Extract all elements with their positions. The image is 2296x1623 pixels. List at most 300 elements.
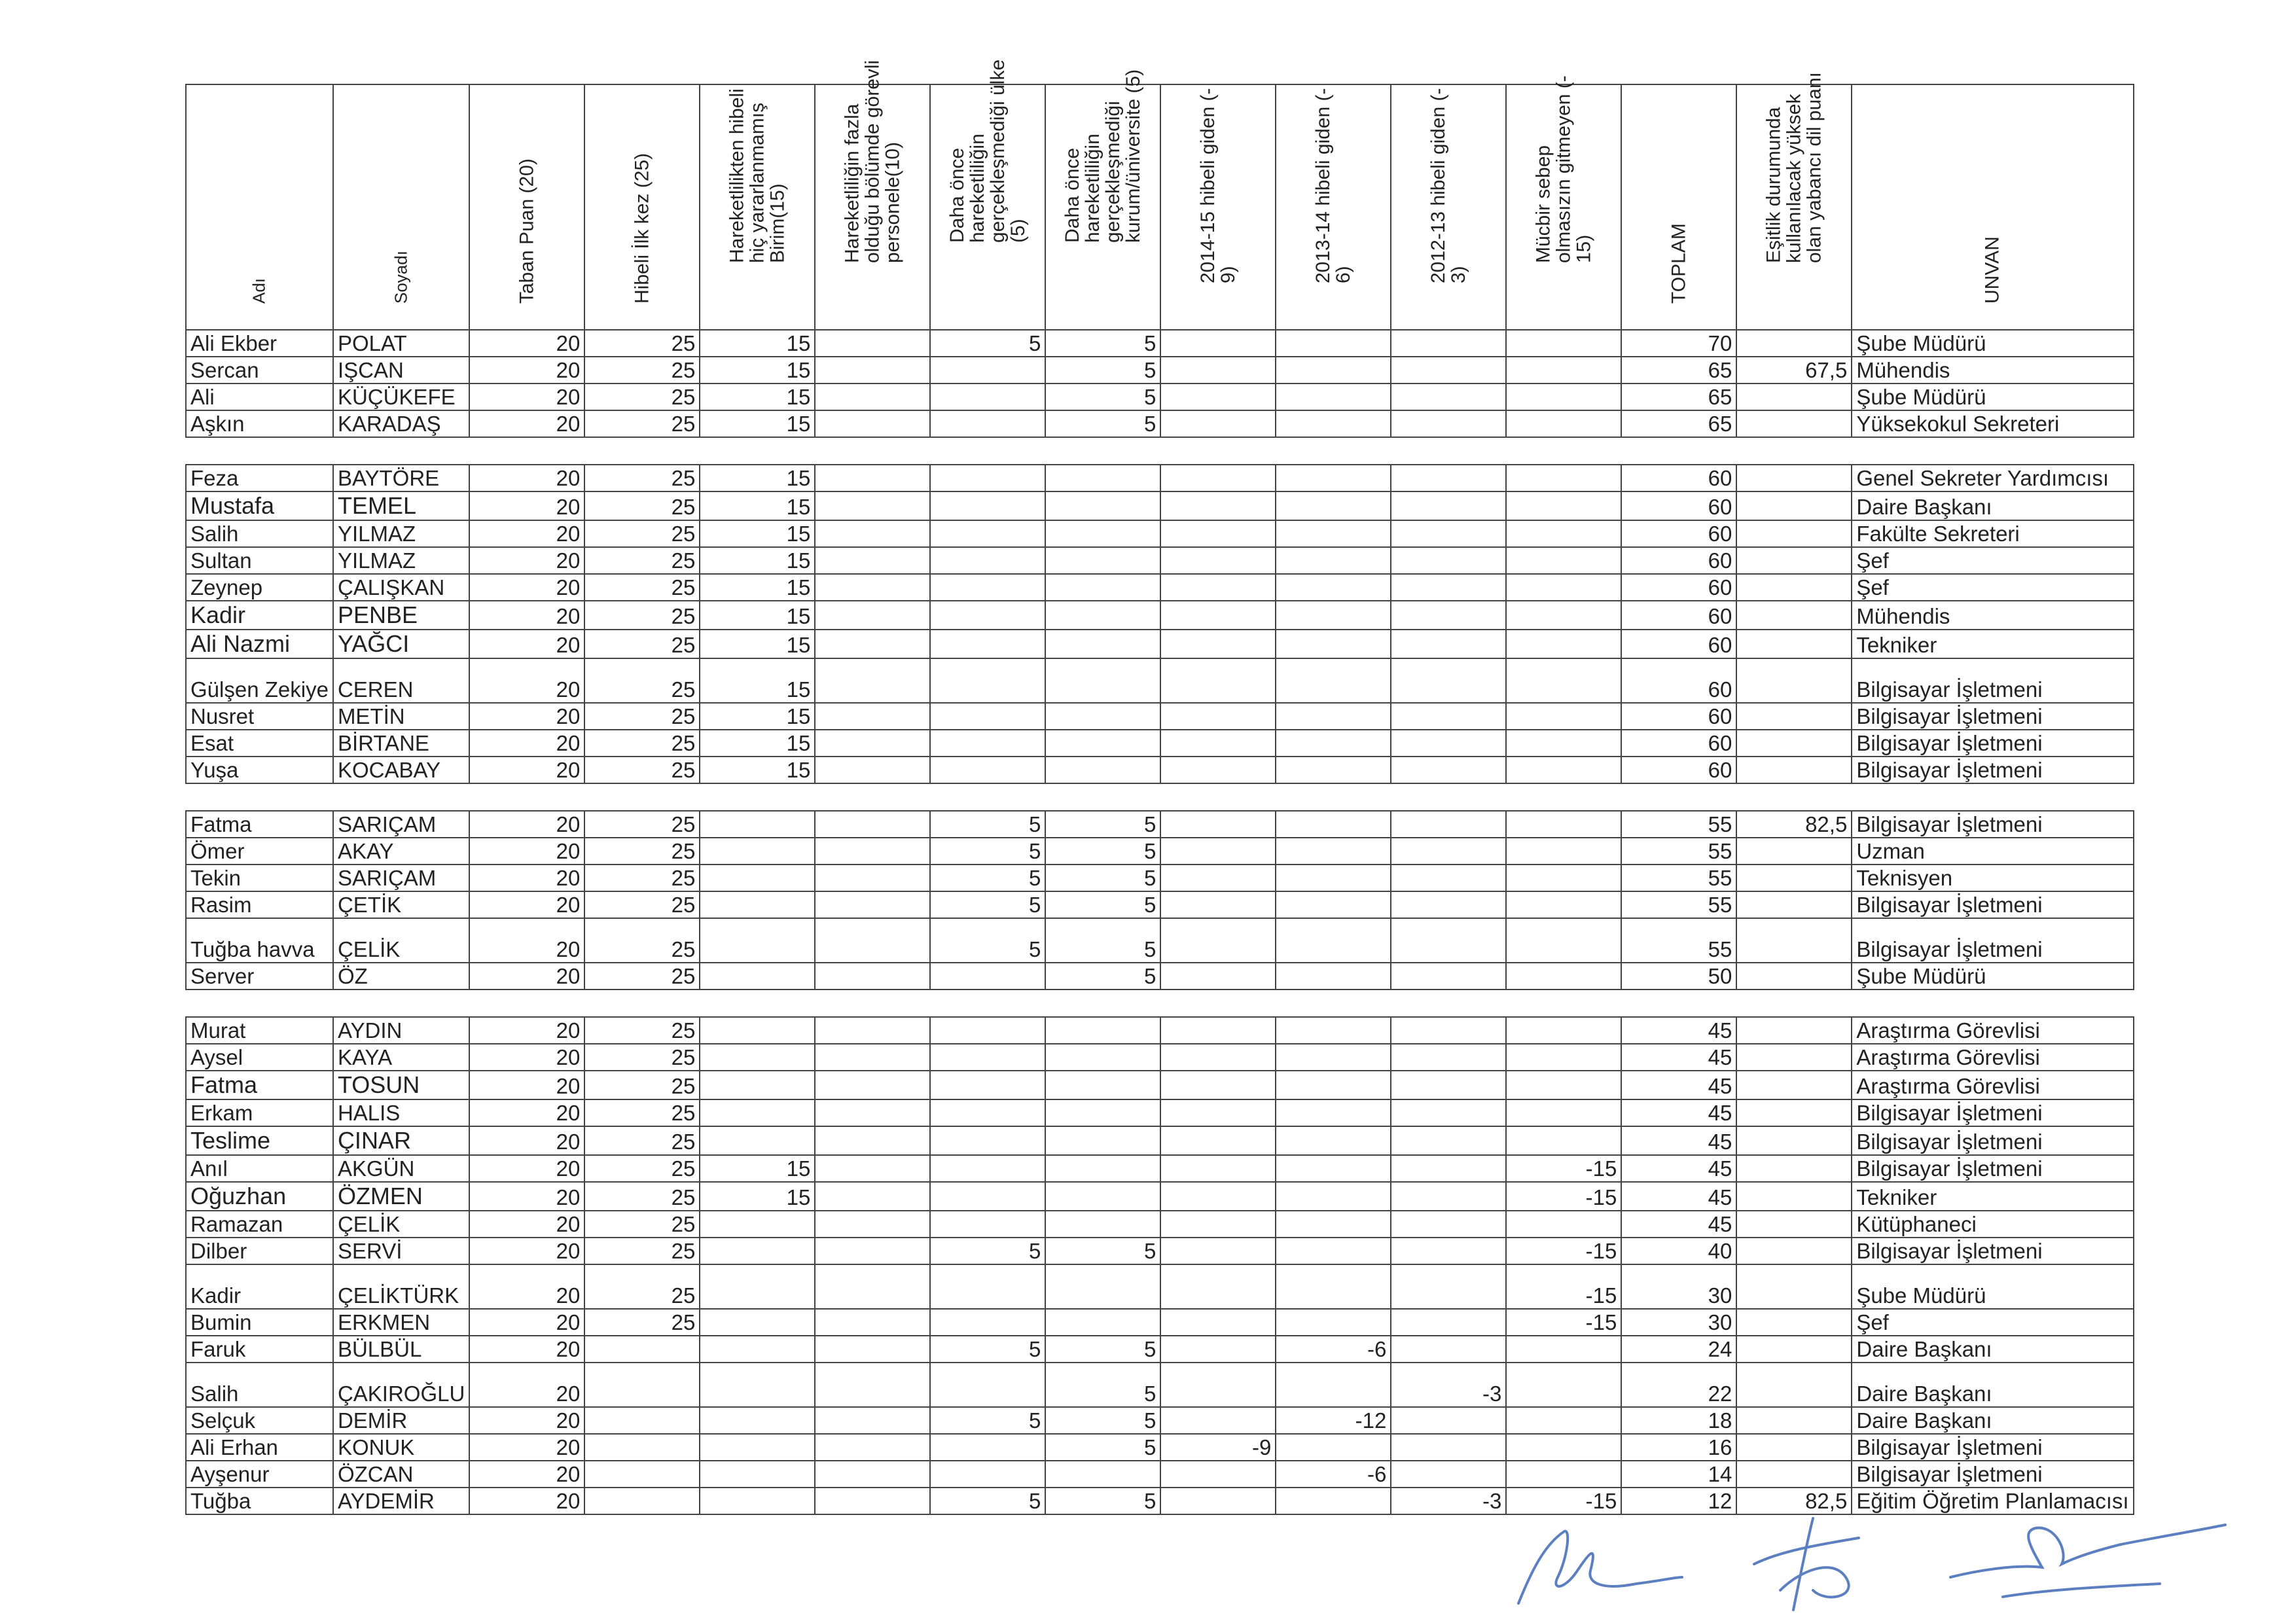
header-label: Taban Puan (20) — [516, 158, 538, 304]
header-toplam — [1621, 84, 1736, 330]
cell-ad: Fatma — [186, 1071, 333, 1099]
cell-unvan: Yüksekokul Sekreteri — [1852, 410, 2133, 437]
cell-ilk — [584, 1407, 700, 1434]
cell-ulke — [930, 465, 1045, 491]
header-ulke — [930, 59, 1045, 330]
cell-ad: Server — [186, 963, 333, 990]
cell-taban: 20 — [469, 1488, 584, 1514]
header-label: Adı — [249, 277, 269, 304]
cell-soyad: AYDEMİR — [333, 1488, 469, 1514]
cell-taban: 20 — [469, 1461, 584, 1488]
table-row — [186, 1211, 2134, 1238]
cell-toplam: 60 — [1621, 547, 1736, 574]
cell-y1415 — [1160, 1336, 1276, 1363]
cell-kurum — [1045, 547, 1160, 574]
cell-kurum — [1045, 1099, 1160, 1126]
cell-unvan: Bilgisayar İşletmeni — [1852, 658, 2133, 703]
table-row — [186, 357, 2134, 383]
cell-kurum: 5 — [1045, 383, 1160, 410]
cell-fazla — [815, 1044, 930, 1071]
cell-ulke — [930, 1264, 1045, 1309]
cell-ad: Mustafa — [186, 491, 333, 520]
cell-y1213 — [1391, 491, 1506, 520]
cell-soyad: ÖZ — [333, 963, 469, 990]
cell-ilk — [584, 1488, 700, 1514]
cell-taban: 20 — [469, 1264, 584, 1309]
cell-dil — [1736, 757, 1852, 783]
cell-y1415 — [1160, 1099, 1276, 1126]
cell-y1415 — [1160, 891, 1276, 918]
cell-ilk: 25 — [584, 410, 700, 437]
cell-taban: 20 — [469, 811, 584, 838]
cell-kurum — [1045, 520, 1160, 547]
cell-mucbir: -15 — [1506, 1309, 1621, 1336]
cell-toplam: 22 — [1621, 1363, 1736, 1407]
cell-taban: 20 — [469, 465, 584, 491]
cell-toplam: 60 — [1621, 730, 1736, 757]
cell-ulke: 5 — [930, 1488, 1045, 1514]
cell-unvan: Bilgisayar İşletmeni — [1852, 757, 2133, 783]
cell-y1314 — [1276, 383, 1391, 410]
cell-kurum: 5 — [1045, 838, 1160, 865]
cell-y1213 — [1391, 330, 1506, 357]
header-label: UNVAN — [1981, 236, 2003, 304]
cell-ulke — [930, 757, 1045, 783]
table-row — [186, 865, 2134, 891]
cell-dil — [1736, 730, 1852, 757]
cell-fazla — [815, 730, 930, 757]
cell-taban: 20 — [469, 383, 584, 410]
cell-kurum — [1045, 658, 1160, 703]
cell-y1314: -6 — [1276, 1461, 1391, 1488]
table-row — [186, 838, 2134, 865]
cell-ilk — [584, 1434, 700, 1461]
cell-unvan: Şube Müdürü — [1852, 1264, 2133, 1309]
cell-ulke: 5 — [930, 838, 1045, 865]
cell-birim — [700, 1434, 815, 1461]
cell-birim — [700, 1488, 815, 1514]
cell-toplam: 12 — [1621, 1488, 1736, 1514]
table-row — [186, 1238, 2134, 1264]
cell-taban: 20 — [469, 1182, 584, 1211]
cell-ulke — [930, 1182, 1045, 1211]
table-row — [186, 891, 2134, 918]
cell-y1213 — [1391, 838, 1506, 865]
cell-soyad: SERVİ — [333, 1238, 469, 1264]
cell-mucbir — [1506, 574, 1621, 601]
cell-dil — [1736, 630, 1852, 658]
cell-y1314 — [1276, 601, 1391, 630]
cell-dil — [1736, 1336, 1852, 1363]
cell-mucbir — [1506, 1434, 1621, 1461]
table-row — [186, 811, 2134, 838]
cell-y1314 — [1276, 357, 1391, 383]
cell-y1314 — [1276, 520, 1391, 547]
cell-ilk: 25 — [584, 520, 700, 547]
table-row — [186, 630, 2134, 658]
cell-birim: 15 — [700, 730, 815, 757]
cell-kurum — [1045, 601, 1160, 630]
cell-y1415 — [1160, 865, 1276, 891]
cell-mucbir: -15 — [1506, 1264, 1621, 1309]
cell-fazla — [815, 963, 930, 990]
cell-ad: Ali — [186, 383, 333, 410]
cell-y1314 — [1276, 865, 1391, 891]
cell-dil — [1736, 547, 1852, 574]
cell-fazla — [815, 658, 930, 703]
cell-dil — [1736, 963, 1852, 990]
cell-unvan: Daire Başkanı — [1852, 1336, 2133, 1363]
cell-taban: 20 — [469, 491, 584, 520]
cell-y1314 — [1276, 630, 1391, 658]
cell-y1314 — [1276, 574, 1391, 601]
header-hibeli-2014-15 — [1160, 84, 1276, 330]
cell-y1415 — [1160, 1309, 1276, 1336]
cell-fazla — [815, 1099, 930, 1126]
cell-kurum: 5 — [1045, 918, 1160, 963]
cell-unvan: Bilgisayar İşletmeni — [1852, 1155, 2133, 1182]
cell-ulke — [930, 630, 1045, 658]
cell-mucbir — [1506, 547, 1621, 574]
table-row — [186, 1336, 2134, 1363]
cell-soyad: ÇAKIROĞLU — [333, 1363, 469, 1407]
cell-y1213 — [1391, 865, 1506, 891]
cell-dil — [1736, 891, 1852, 918]
cell-ulke — [930, 1071, 1045, 1099]
cell-mucbir: -15 — [1506, 1155, 1621, 1182]
cell-y1415 — [1160, 757, 1276, 783]
cell-fazla — [815, 1155, 930, 1182]
cell-ad: Bumin — [186, 1309, 333, 1336]
cell-soyad: KONUK — [333, 1434, 469, 1461]
cell-birim: 15 — [700, 357, 815, 383]
cell-toplam: 45 — [1621, 1071, 1736, 1099]
cell-y1314 — [1276, 547, 1391, 574]
cell-y1213 — [1391, 1071, 1506, 1099]
cell-ad: Zeynep — [186, 574, 333, 601]
cell-ad: Ali Ekber — [186, 330, 333, 357]
cell-taban: 20 — [469, 703, 584, 730]
signature-3 — [1950, 1525, 2225, 1597]
cell-fazla — [815, 357, 930, 383]
cell-birim — [700, 1336, 815, 1363]
cell-ilk: 25 — [584, 1182, 700, 1211]
cell-y1213 — [1391, 357, 1506, 383]
cell-dil — [1736, 1407, 1852, 1434]
cell-toplam: 60 — [1621, 658, 1736, 703]
cell-y1314 — [1276, 703, 1391, 730]
cell-taban: 20 — [469, 1238, 584, 1264]
cell-birim — [700, 918, 815, 963]
cell-y1213 — [1391, 465, 1506, 491]
cell-ad: Ömer — [186, 838, 333, 865]
cell-unvan: Daire Başkanı — [1852, 491, 2133, 520]
cell-fazla — [815, 918, 930, 963]
cell-mucbir — [1506, 811, 1621, 838]
cell-fazla — [815, 891, 930, 918]
cell-soyad: ÇETİK — [333, 891, 469, 918]
cell-dil — [1736, 1155, 1852, 1182]
cell-taban: 20 — [469, 601, 584, 630]
cell-ad: Tuğba havva — [186, 918, 333, 963]
cell-ad: Teslime — [186, 1126, 333, 1155]
table-row — [186, 1155, 2134, 1182]
cell-taban: 20 — [469, 658, 584, 703]
cell-mucbir — [1506, 1099, 1621, 1126]
cell-soyad: KOCABAY — [333, 757, 469, 783]
cell-mucbir — [1506, 491, 1621, 520]
cell-y1213 — [1391, 730, 1506, 757]
cell-toplam: 45 — [1621, 1211, 1736, 1238]
cell-soyad: ÖZMEN — [333, 1182, 469, 1211]
cell-ulke — [930, 1434, 1045, 1461]
cell-ulke — [930, 963, 1045, 990]
header-label: Daha önce hareketliliğin gerçekleşmediği ülke (5) — [946, 59, 1030, 243]
cell-taban: 20 — [469, 838, 584, 865]
cell-unvan: Araştırma Görevlisi — [1852, 1071, 2133, 1099]
cell-kurum — [1045, 703, 1160, 730]
cell-mucbir — [1506, 357, 1621, 383]
cell-birim — [700, 1309, 815, 1336]
cell-y1314 — [1276, 730, 1391, 757]
cell-birim: 15 — [700, 1182, 815, 1211]
cell-ulke — [930, 730, 1045, 757]
cell-soyad: PENBE — [333, 601, 469, 630]
cell-y1314 — [1276, 963, 1391, 990]
cell-dil — [1736, 410, 1852, 437]
cell-mucbir: -15 — [1506, 1488, 1621, 1514]
cell-toplam: 60 — [1621, 601, 1736, 630]
cell-unvan: Bilgisayar İşletmeni — [1852, 1461, 2133, 1488]
cell-ulke: 5 — [930, 811, 1045, 838]
cell-soyad: ÖZCAN — [333, 1461, 469, 1488]
cell-toplam: 60 — [1621, 465, 1736, 491]
cell-toplam: 60 — [1621, 703, 1736, 730]
cell-ilk: 25 — [584, 918, 700, 963]
cell-soyad: SARIÇAM — [333, 811, 469, 838]
table-row — [186, 658, 2134, 703]
table-row — [186, 410, 2134, 437]
cell-toplam: 45 — [1621, 1017, 1736, 1044]
cell-ilk: 25 — [584, 811, 700, 838]
cell-y1213 — [1391, 1182, 1506, 1211]
cell-y1415 — [1160, 1461, 1276, 1488]
cell-unvan: Bilgisayar İşletmeni — [1852, 703, 2133, 730]
cell-toplam: 55 — [1621, 838, 1736, 865]
cell-kurum: 5 — [1045, 410, 1160, 437]
cell-soyad: HALIS — [333, 1099, 469, 1126]
cell-y1415 — [1160, 658, 1276, 703]
cell-y1314 — [1276, 838, 1391, 865]
cell-y1213 — [1391, 1461, 1506, 1488]
cell-birim — [700, 1044, 815, 1071]
cell-mucbir — [1506, 1336, 1621, 1363]
cell-unvan: Tekniker — [1852, 1182, 2133, 1211]
cell-kurum: 5 — [1045, 1434, 1160, 1461]
cell-taban: 20 — [469, 410, 584, 437]
cell-fazla — [815, 601, 930, 630]
cell-y1213 — [1391, 811, 1506, 838]
header-label: 2013-14 hibeli giden (- 6) — [1312, 88, 1355, 283]
cell-dil — [1736, 703, 1852, 730]
cell-y1415 — [1160, 1238, 1276, 1264]
cell-ilk: 25 — [584, 1099, 700, 1126]
cell-ad: Oğuzhan — [186, 1182, 333, 1211]
cell-ilk: 25 — [584, 1044, 700, 1071]
cell-unvan: Şef — [1852, 1309, 2133, 1336]
table-row — [186, 918, 2134, 963]
cell-ilk: 25 — [584, 601, 700, 630]
table-row — [186, 703, 2134, 730]
cell-dil: 82,5 — [1736, 1488, 1852, 1514]
cell-ad: Rasim — [186, 891, 333, 918]
cell-ad: Dilber — [186, 1238, 333, 1264]
cell-y1314 — [1276, 491, 1391, 520]
cell-ilk: 25 — [584, 1126, 700, 1155]
cell-birim — [700, 1211, 815, 1238]
cell-fazla — [815, 520, 930, 547]
cell-mucbir — [1506, 963, 1621, 990]
cell-y1415 — [1160, 1264, 1276, 1309]
table-row — [186, 1461, 2134, 1488]
cell-ulke — [930, 1363, 1045, 1407]
cell-kurum — [1045, 574, 1160, 601]
cell-unvan: Bilgisayar İşletmeni — [1852, 918, 2133, 963]
cell-soyad: YILMAZ — [333, 547, 469, 574]
cell-unvan: Bilgisayar İşletmeni — [1852, 1238, 2133, 1264]
cell-toplam: 55 — [1621, 891, 1736, 918]
cell-fazla — [815, 1434, 930, 1461]
cell-kurum: 5 — [1045, 963, 1160, 990]
cell-ad: Aşkın — [186, 410, 333, 437]
score-sheet — [185, 59, 2134, 1515]
cell-mucbir — [1506, 838, 1621, 865]
cell-y1314 — [1276, 918, 1391, 963]
cell-ad: Yuşa — [186, 757, 333, 783]
table-row — [186, 1182, 2134, 1211]
cell-toplam: 30 — [1621, 1264, 1736, 1309]
cell-y1415 — [1160, 1155, 1276, 1182]
cell-unvan: Mühendis — [1852, 357, 2133, 383]
cell-unvan: Araştırma Görevlisi — [1852, 1017, 2133, 1044]
cell-unvan: Bilgisayar İşletmeni — [1852, 730, 2133, 757]
cell-ulke — [930, 574, 1045, 601]
header-hibeli-2013-14 — [1276, 84, 1391, 330]
cell-soyad: METİN — [333, 703, 469, 730]
cell-y1415 — [1160, 383, 1276, 410]
table-row — [186, 601, 2134, 630]
table-row — [186, 757, 2134, 783]
cell-mucbir: -15 — [1506, 1238, 1621, 1264]
cell-ilk: 25 — [584, 730, 700, 757]
cell-unvan: Şube Müdürü — [1852, 330, 2133, 357]
cell-soyad: KAYA — [333, 1044, 469, 1071]
table-row — [186, 1044, 2134, 1071]
cell-ilk: 25 — [584, 963, 700, 990]
cell-y1415 — [1160, 574, 1276, 601]
cell-y1314 — [1276, 658, 1391, 703]
signature-1 — [1518, 1531, 1682, 1603]
cell-taban: 20 — [469, 1099, 584, 1126]
cell-taban: 20 — [469, 757, 584, 783]
cell-kurum — [1045, 757, 1160, 783]
cell-kurum: 5 — [1045, 865, 1160, 891]
cell-y1415 — [1160, 547, 1276, 574]
header-label: Daha önce hareketliliğin gerçekleşmediği kurum/üniversite (5) — [1062, 69, 1145, 243]
cell-y1415 — [1160, 357, 1276, 383]
cell-ad: Kadir — [186, 1264, 333, 1309]
cell-taban: 20 — [469, 1017, 584, 1044]
cell-mucbir: -15 — [1506, 1182, 1621, 1211]
cell-kurum: 5 — [1045, 891, 1160, 918]
cell-mucbir — [1506, 703, 1621, 730]
cell-taban: 20 — [469, 1336, 584, 1363]
cell-ulke — [930, 1461, 1045, 1488]
cell-toplam: 60 — [1621, 520, 1736, 547]
cell-dil — [1736, 1363, 1852, 1407]
cell-ulke — [930, 383, 1045, 410]
cell-ad: Selçuk — [186, 1407, 333, 1434]
cell-ilk: 25 — [584, 1155, 700, 1182]
cell-ad: Ali Nazmi — [186, 630, 333, 658]
cell-unvan: Şef — [1852, 547, 2133, 574]
cell-y1415 — [1160, 1044, 1276, 1071]
cell-ad: Salih — [186, 1363, 333, 1407]
cell-toplam: 70 — [1621, 330, 1736, 357]
cell-fazla — [815, 330, 930, 357]
cell-birim: 15 — [700, 1155, 815, 1182]
cell-y1314 — [1276, 330, 1391, 357]
cell-mucbir — [1506, 730, 1621, 757]
cell-fazla — [815, 1363, 930, 1407]
cell-y1213 — [1391, 1099, 1506, 1126]
cell-fazla — [815, 1264, 930, 1309]
cell-taban: 20 — [469, 574, 584, 601]
cell-fazla — [815, 838, 930, 865]
cell-ilk: 25 — [584, 491, 700, 520]
cell-dil — [1736, 1264, 1852, 1309]
cell-kurum: 5 — [1045, 811, 1160, 838]
cell-soyad: KÜÇÜKEFE — [333, 383, 469, 410]
table-row — [186, 547, 2134, 574]
cell-birim — [700, 838, 815, 865]
cell-ulke — [930, 658, 1045, 703]
cell-kurum: 5 — [1045, 1363, 1160, 1407]
cell-unvan: Eğitim Öğretim Planlamacısı — [1852, 1488, 2133, 1514]
cell-y1213 — [1391, 410, 1506, 437]
cell-unvan: Bilgisayar İşletmeni — [1852, 1099, 2133, 1126]
cell-mucbir — [1506, 383, 1621, 410]
cell-y1415 — [1160, 703, 1276, 730]
cell-birim: 15 — [700, 757, 815, 783]
table-row — [186, 1017, 2134, 1044]
table-row — [186, 1434, 2134, 1461]
table-row — [186, 465, 2134, 491]
cell-unvan: Şube Müdürü — [1852, 963, 2133, 990]
cell-fazla — [815, 811, 930, 838]
cell-unvan: Şube Müdürü — [1852, 383, 2133, 410]
header-hibeli-2012-13 — [1391, 84, 1506, 330]
cell-y1213 — [1391, 630, 1506, 658]
cell-y1213 — [1391, 1126, 1506, 1155]
cell-ulke — [930, 520, 1045, 547]
header-label: Hareketliliğin fazla olduğu bölümde görevli personele(10) — [841, 60, 904, 263]
header-label: Hibeli İlk kez (25) — [631, 152, 653, 304]
cell-mucbir — [1506, 330, 1621, 357]
cell-mucbir — [1506, 1126, 1621, 1155]
header-mucbir-sebep — [1506, 75, 1621, 330]
cell-y1314 — [1276, 1017, 1391, 1044]
